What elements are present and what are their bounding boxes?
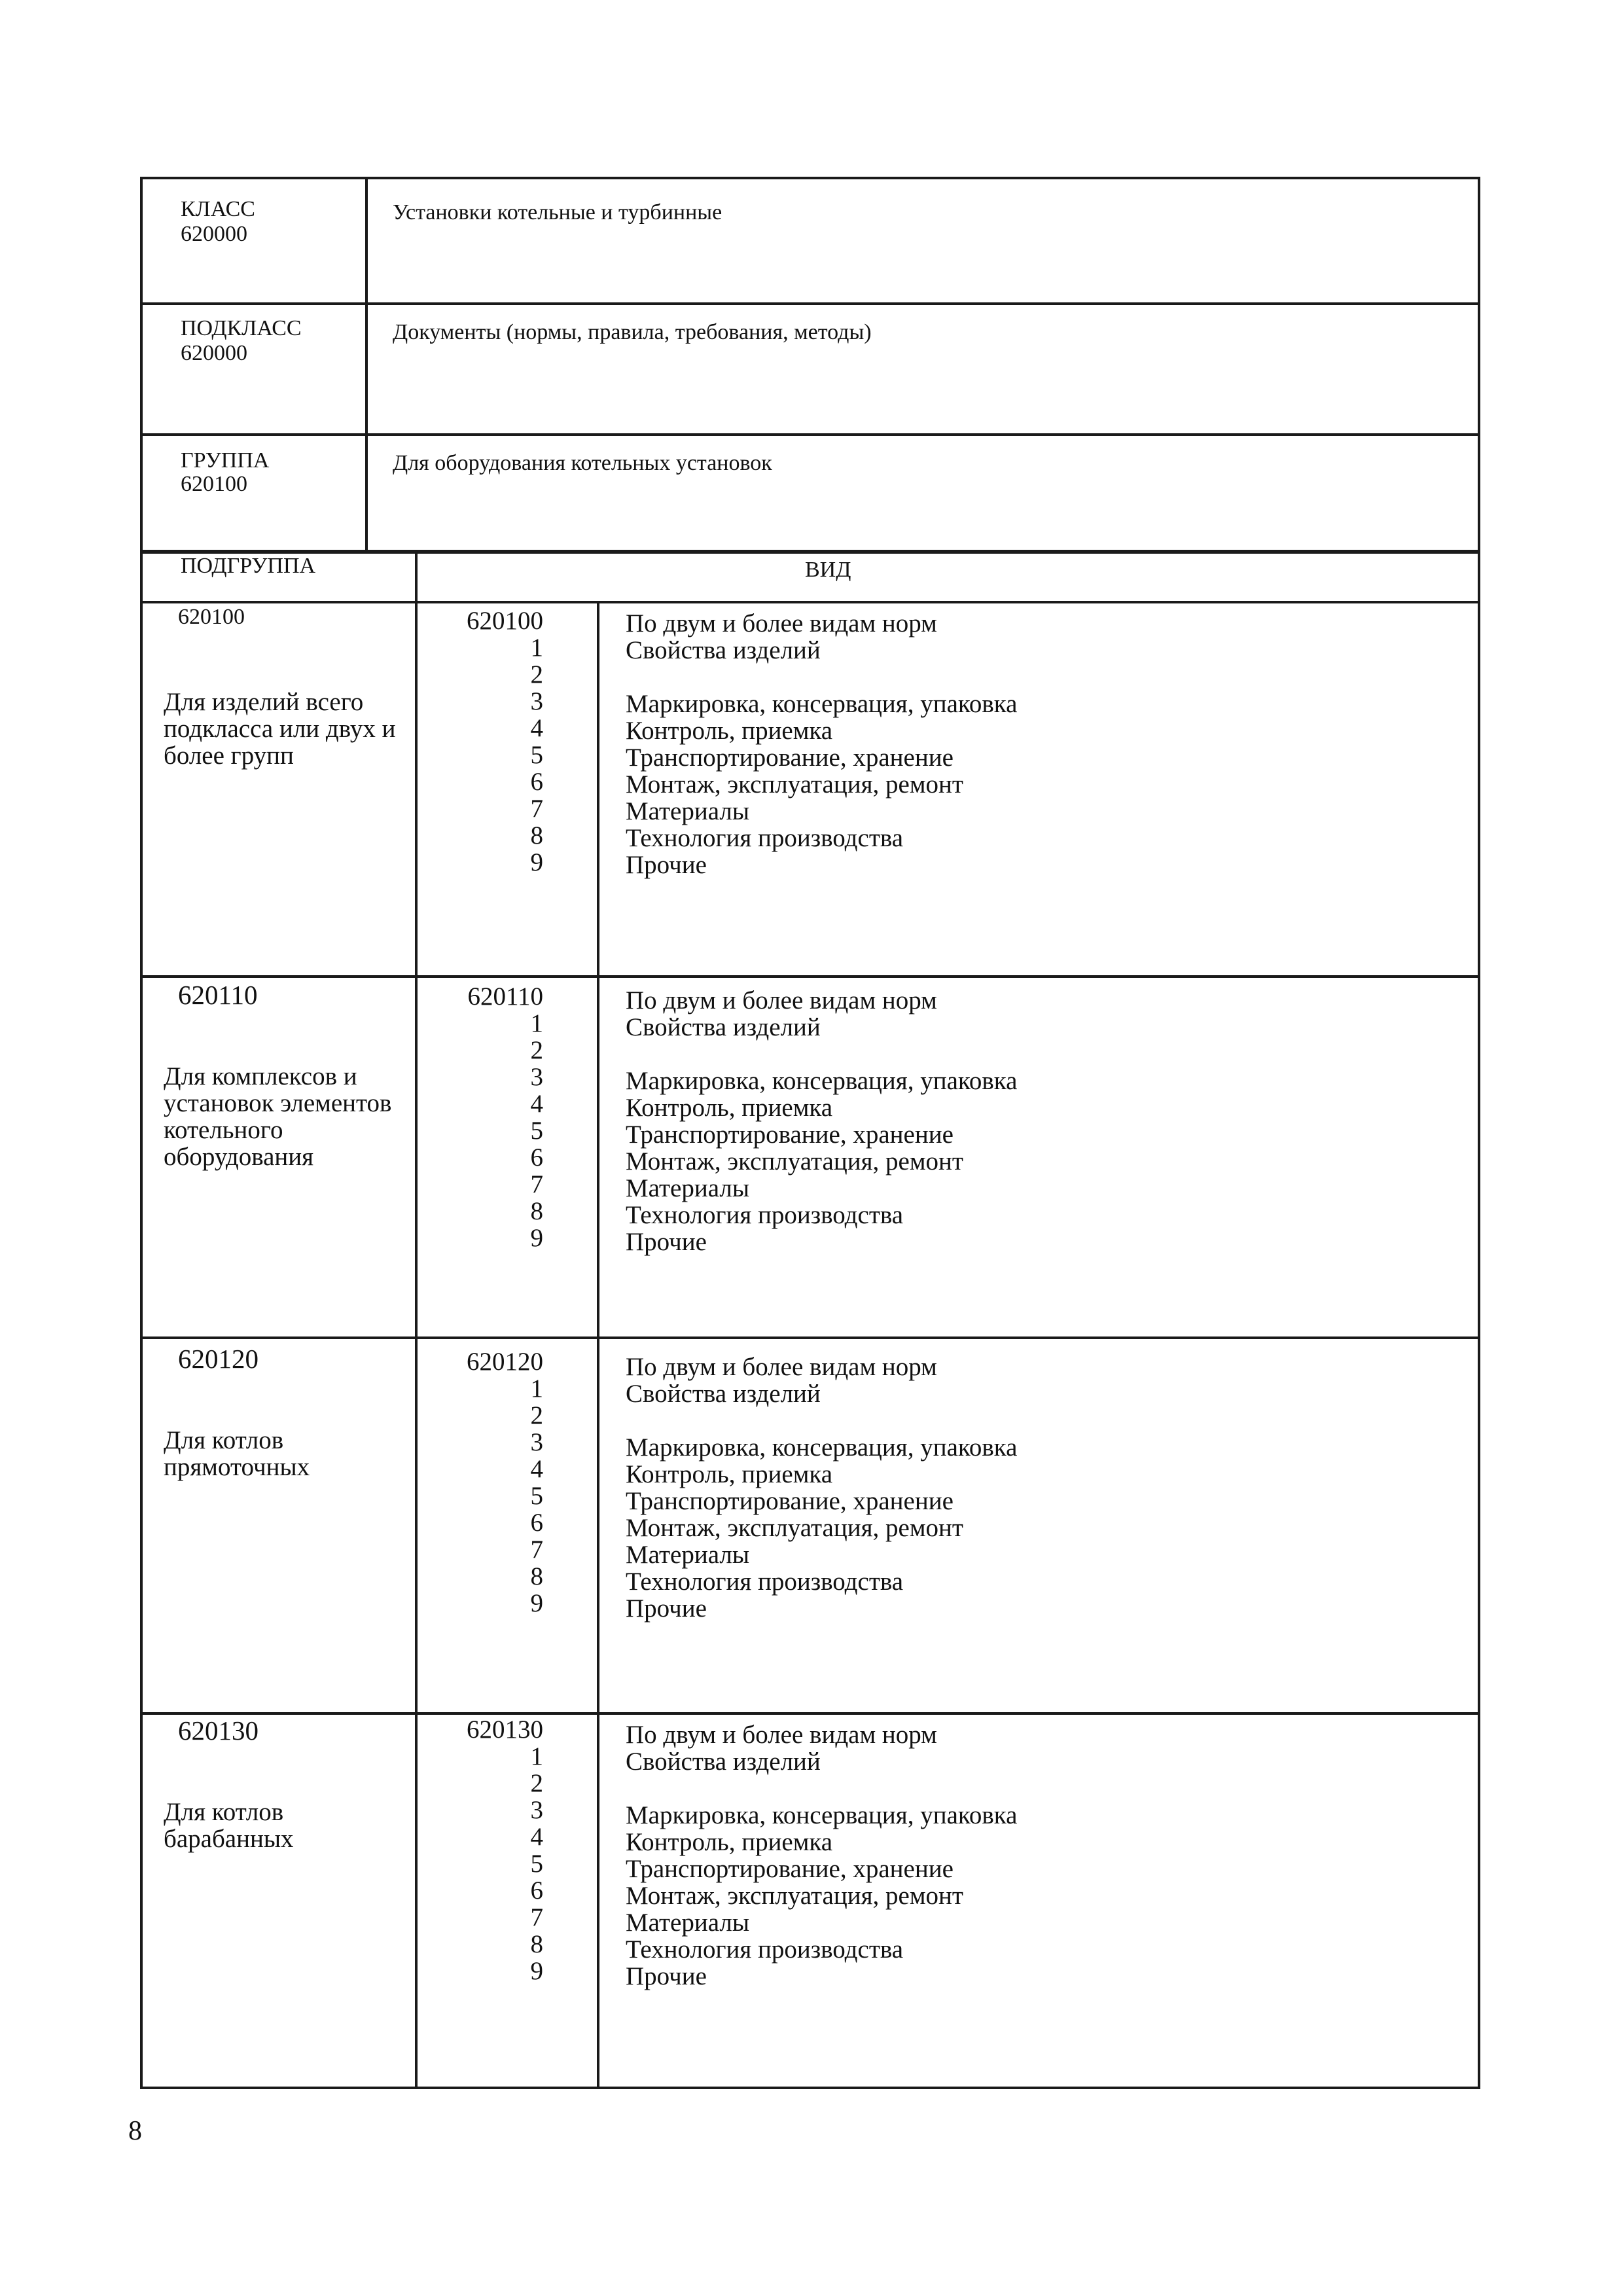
kind-names: По двум и более видам норм Свойства изделий Маркировка, консервация, упаковка Контроль, приемка Транспортирование, хранение Монтаж, эксплуатация, ремонт Материалы Технология производства Прочие	[626, 1721, 1018, 1990]
gruppa-title: Для оборудования котельных установок	[393, 451, 772, 475]
subgroup-name: Для котлов прямоточных	[164, 1426, 310, 1481]
subgroup-code: 620130	[178, 1715, 259, 1746]
kind-codes: 620120 1 2 3 4 5 6 7 8 9	[467, 1348, 543, 1617]
podklass-title: Документы (нормы, правила, требования, методы)	[393, 320, 872, 344]
klass-title: Установки котельные и турбинные	[393, 200, 722, 224]
subgroup-name: Для комплексов и установок элементов котельного оборудования	[164, 1062, 392, 1171]
subgroup-code: 620100	[178, 605, 245, 629]
kind-names: По двум и более видам норм Свойства изделий Маркировка, консервация, упаковка Контроль, приемка Транспортирование, хранение Монтаж, эксплуатация, ремонт Материалы Технология производства Прочие	[626, 986, 1018, 1256]
page-number: 8	[128, 2116, 142, 2146]
kind-codes: 620130 1 2 3 4 5 6 7 8 9	[467, 1715, 543, 1985]
kind-codes: 620110 1 2 3 4 5 6 7 8 9	[467, 982, 543, 1252]
gruppa-label: ГРУППА	[181, 448, 270, 473]
gruppa-code: 620100	[181, 472, 247, 496]
subgroup-code: 620110	[178, 980, 258, 1010]
podklass-label: ПОДКЛАСС	[181, 316, 302, 340]
subgroup-code: 620120	[178, 1344, 259, 1374]
kind-names: По двум и более видам норм Свойства изделий Маркировка, консервация, упаковка Контроль, приемка Транспортирование, хранение Монтаж, эксплуатация, ремонт Материалы Технология производства Прочие	[626, 1353, 1018, 1623]
kind-names: По двум и более видам норм Свойства изделий Маркировка, консервация, упаковка Контроль, приемка Транспортирование, хранение Монтаж, эксплуатация, ремонт Материалы Технология производства Прочие	[626, 609, 1018, 879]
podklass-code: 620000	[181, 341, 247, 365]
kind-codes: 620100 1 2 3 4 5 6 7 8 9	[467, 607, 543, 876]
gruppa-block	[140, 433, 1480, 554]
subgroup-name: Для котлов барабанных	[164, 1798, 294, 1853]
col-kind-header: ВИД	[805, 558, 851, 582]
col-subgroup-header: ПОДГРУППА	[181, 554, 316, 578]
klass-code: 620000	[181, 222, 247, 246]
klass-block	[140, 177, 1480, 305]
subgroup-name: Для изделий всего подкласса или двух и более групп	[164, 688, 396, 770]
klass-label: КЛАСС	[181, 197, 255, 221]
